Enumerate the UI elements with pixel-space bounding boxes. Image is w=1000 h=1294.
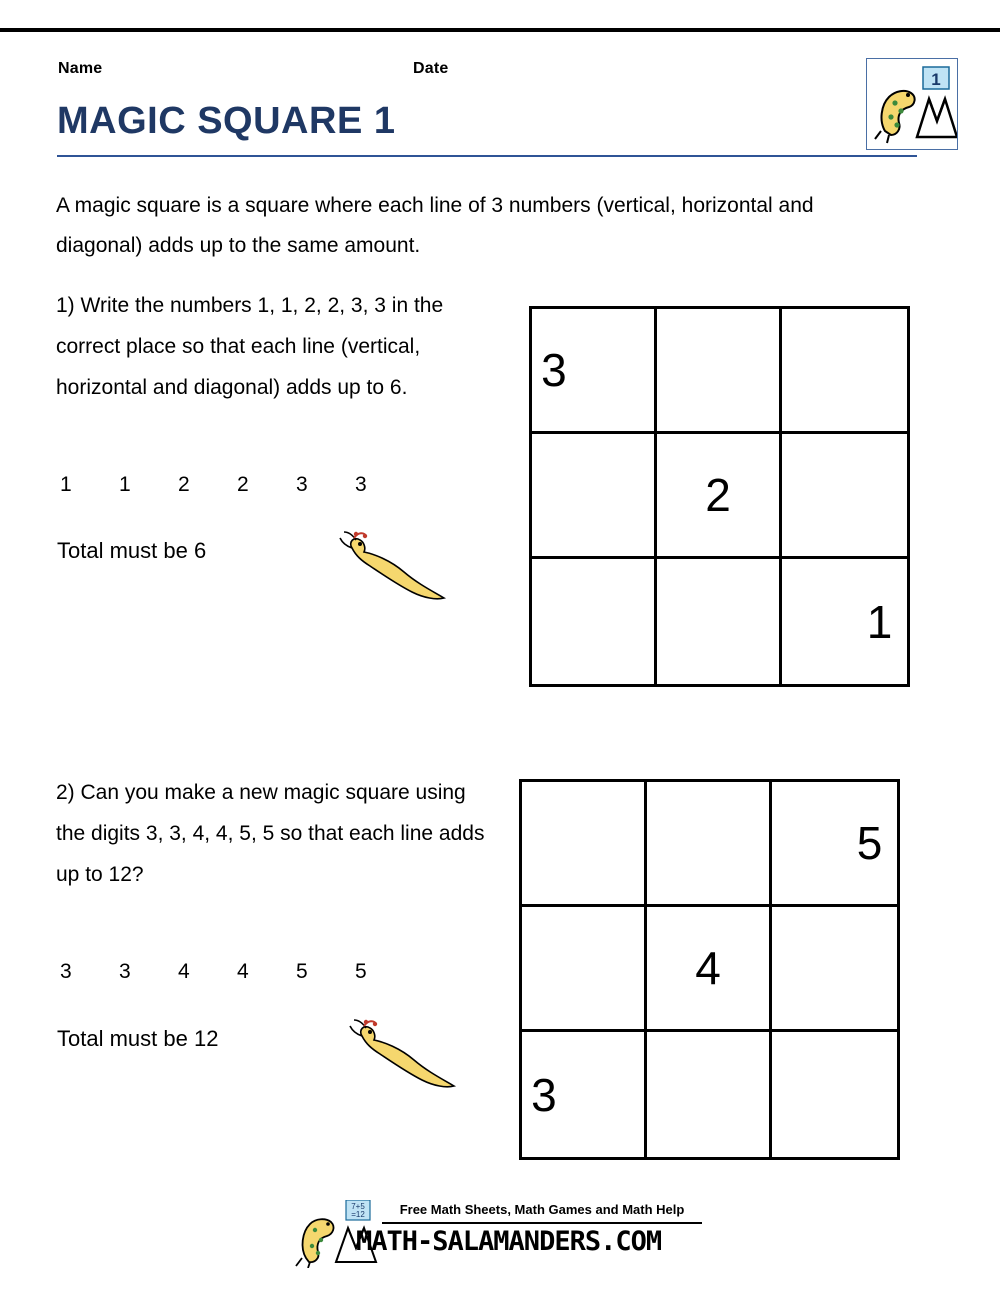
digit: 3 — [355, 473, 367, 496]
cell-value: 1 — [866, 595, 893, 648]
grid1-cell-r1c1[interactable] — [532, 309, 657, 434]
top-divider — [0, 28, 1000, 32]
cell-value: 4 — [695, 942, 721, 994]
question-1-digits — [60, 473, 414, 497]
grid2-cell-r2c2[interactable] — [647, 907, 772, 1032]
digit: 3 — [60, 960, 72, 983]
digit: 3 — [296, 473, 308, 496]
digit: 2 — [178, 473, 190, 496]
magic-square-1[interactable] — [529, 306, 910, 687]
salamander-illustration-2 — [348, 1018, 458, 1098]
svg-text:1: 1 — [931, 70, 941, 89]
grid2-cell-r1c2[interactable] — [647, 782, 772, 907]
grid2-cell-r3c3[interactable] — [772, 1032, 897, 1157]
digit: 2 — [237, 473, 249, 496]
digit: 4 — [178, 960, 190, 983]
grid2-cell-r3c1[interactable] — [522, 1032, 647, 1157]
grid1-cell-r3c2[interactable] — [657, 559, 782, 684]
svg-text:=12: =12 — [351, 1210, 365, 1219]
digit: 5 — [296, 960, 308, 983]
date-label: Date — [413, 60, 449, 77]
digit: 4 — [237, 960, 249, 983]
footer-divider — [382, 1222, 702, 1224]
digit: 1 — [119, 473, 131, 496]
cell-value: 2 — [705, 469, 731, 521]
cell-value: 3 — [541, 344, 567, 396]
salamander-illustration-1 — [338, 530, 448, 610]
name-label: Name — [58, 60, 103, 77]
cell-value: 3 — [531, 1068, 557, 1121]
grid2-cell-r1c3[interactable] — [772, 782, 897, 907]
grid1-cell-r1c3[interactable] — [782, 309, 907, 434]
question-2-total: Total must be 12 — [57, 1026, 219, 1051]
question-1-total: Total must be 6 — [57, 538, 207, 563]
digit: 5 — [355, 960, 367, 983]
grid1-cell-r1c2[interactable] — [657, 309, 782, 434]
grid2-cell-r2c1[interactable] — [522, 907, 647, 1032]
svg-text:7+5: 7+5 — [351, 1202, 365, 1211]
footer-url[interactable]: MATH-SALAMANDERS.COM — [356, 1226, 662, 1257]
title-divider — [57, 155, 917, 157]
logo-artwork — [867, 59, 957, 149]
cell-value: 5 — [856, 817, 883, 869]
digit: 3 — [119, 960, 131, 983]
question-2-digits — [60, 960, 414, 984]
question-2-text: 2) Can you make a new magic square using the digits 3, 3, 4, 4, 5, 5 so that each line adds up to 12? — [56, 781, 485, 886]
grid2-cell-r1c1[interactable] — [522, 782, 647, 907]
grid2-cell-r2c3[interactable] — [772, 907, 897, 1032]
grid1-cell-r2c3[interactable] — [782, 434, 907, 559]
grid1-cell-r3c3[interactable] — [782, 559, 907, 684]
page-footer — [0, 1196, 1000, 1281]
page-title: MAGIC SQUARE 1 — [57, 100, 396, 142]
digit: 1 — [60, 473, 72, 496]
grid2-cell-r3c2[interactable] — [647, 1032, 772, 1157]
intro-paragraph: A magic square is a square where each line of 3 numbers (vertical, horizontal and diagonal) adds up to the same amount. — [56, 194, 814, 257]
grid1-cell-r2c1[interactable] — [532, 434, 657, 559]
salamander-logo-icon — [866, 58, 958, 150]
grid1-cell-r2c2[interactable] — [657, 434, 782, 559]
grid1-cell-r3c1[interactable] — [532, 559, 657, 684]
footer-tagline: Free Math Sheets, Math Games and Math Help — [399, 1202, 685, 1217]
question-1-text: 1) Write the numbers 1, 1, 2, 2, 3, 3 in the correct place so that each line (vertical, horizontal and diagonal) adds up to 6. — [56, 294, 444, 399]
magic-square-2[interactable] — [519, 779, 900, 1160]
